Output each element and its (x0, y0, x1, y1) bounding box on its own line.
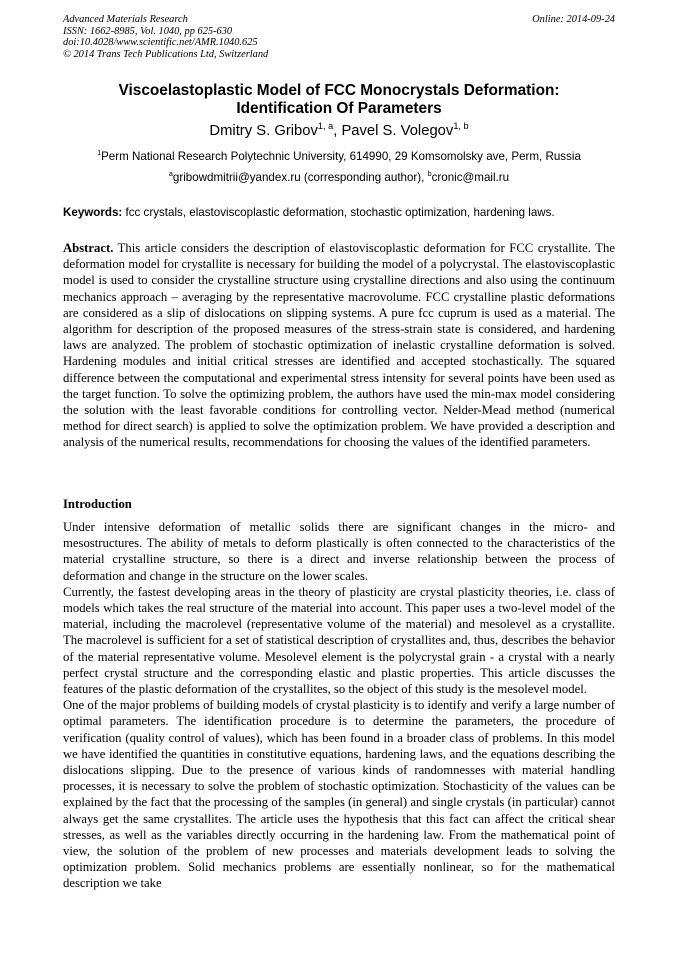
keywords-label: Keywords: (63, 206, 123, 219)
keywords (63, 206, 615, 220)
email-a-marker: a (168, 169, 173, 179)
email-b: cronic@mail.ru (431, 171, 510, 184)
keywords-text: fcc crystals, elastoviscoplastic deformation, stochastic optimization, hardening laws. (122, 206, 555, 219)
title-line-2: Identification Of Parameters (236, 100, 442, 117)
journal-header (63, 14, 615, 60)
intro-paragraph-3: One of the major problems of building models of crystal plasticity is to identify and verify a large number of optimal parameters. The identification procedure is to determine the parameters, the procedure of verification (quality control of values), which has been found in a broader class of problems. In this model we have identified the quantities in constitutive equations, hardening laws, and the equations describing the dislocations slipping. Due to the presence of various kinds of randomnesses with material handling processes, it is necessary to solve the problem of stochastic optimization. Stochasticity of the values can be explained by the fact that the processing of the samples (in general) and single crystals (in particular) cannot always get the same crystallites. The article uses the hypothesis that this fact can affect the critical shear stresses, as well as the variables directly occurring in the hardening law. From the mathematical point of view, the solution of the problem of new processes and materials development leads to solving the optimization problem. Solid mechanics problems are essentially nonlinear, so for the mathematical description we take (63, 698, 615, 891)
author-2-affil: 1, b (453, 121, 469, 132)
intro-paragraph-2: Currently, the fastest developing areas in the theory of plasticity are crystal plasticity theories, i.e. class of models which takes the real structure of the material into account. This paper uses a two-level model of the material, including the macrolevel (representative volume of the material) and mesolevel as a crystallite. The macrolevel is sufficient for a set of statistical description of crystallites and, thus, describes the behavior of the material representative volume. Mesolevel element is the polycrystal grain - a crystal with a nearly perfect crystal structure and the corresponding elastic and plastic properties. This article discusses the features of the plastic deformation of the crystallites, so the object of this study is the mesolevel model. (63, 584, 615, 697)
journal-doi: doi:10.4028/www.scientific.net/AMR.1040.625 (63, 37, 258, 49)
title-line-1: Viscoelastoplastic Model of FCC Monocrystals Deformation: (118, 82, 560, 99)
author-emails (60, 171, 618, 185)
author-list (60, 122, 618, 140)
journal-copyright: © 2014 Trans Tech Publications Ltd, Switzerland (63, 48, 269, 60)
affiliation (40, 150, 638, 164)
introduction-body (63, 519, 615, 892)
author-separator: , (333, 123, 342, 139)
abstract (63, 240, 615, 451)
email-a: gribowdmitrii@yandex.ru (corresponding author), (172, 171, 428, 184)
author-1-name: Dmitry S. Gribov (209, 123, 318, 139)
journal-name: Advanced Materials Research (63, 14, 188, 25)
affiliation-text: Perm National Research Polytechnic University, 614990, 29 Komsomolsky ave, Perm, Russia (101, 150, 581, 163)
abstract-text: This article considers the description of elastoviscoplastic deformation for FCC crystallite. The deformation model for crystallite is necessary for building the model of a polycrystal. The elastoviscoplastic model is used to consider the crystalline structure using crystalline directions and also using the continuum mechanics approach – averaging by the representative macrovolume. FCC crystalline plastic deformations are considered as a slip of dislocations on slipping systems. A pure fcc cuprum is used as a material. The algorithm for description of the proposed measures of the stress-strain state is considered, and hardening laws are analyzed. The problem of stochastic optimization of inelastic crystalline deformation is solved. Hardening modules and initial critical stresses are identified and accepted stochastically. The squared difference between the computational and experimental stress intensity for several points have been used as the target function. To solve the optimizing problem, the authors have used the min-max model considering the solution with the least favorable conditions for controlling vector. Nelder-Mead method (numerical method for direct search) is applied to solve the optimization problem. We have provided a description and analysis of the numerical results, recommendations for choosing the values of the identified parameters. (63, 241, 615, 450)
introduction-heading: Introduction (63, 497, 132, 511)
author-2-name: Pavel S. Volegov (341, 123, 454, 139)
intro-paragraph-1: Under intensive deformation of metallic solids there are significant changes in the micro- and mesostructures. The ability of metals to deform plastically is often connected to the characteristics of the material crystalline structure, so there is a direct and inverse relationship between the process of deformation and change in the structure on the lower scales. (63, 520, 615, 583)
author-1-affil: 1, a (317, 121, 334, 132)
affiliation-marker: 1 (97, 148, 102, 158)
paper-title (60, 82, 618, 118)
online-date: Online: 2014-09-24 (532, 14, 615, 25)
abstract-label: Abstract. (63, 241, 114, 255)
email-b-marker: b (427, 169, 432, 179)
journal-issn: ISSN: 1662-8985, Vol. 1040, pp 625-630 (63, 25, 233, 37)
